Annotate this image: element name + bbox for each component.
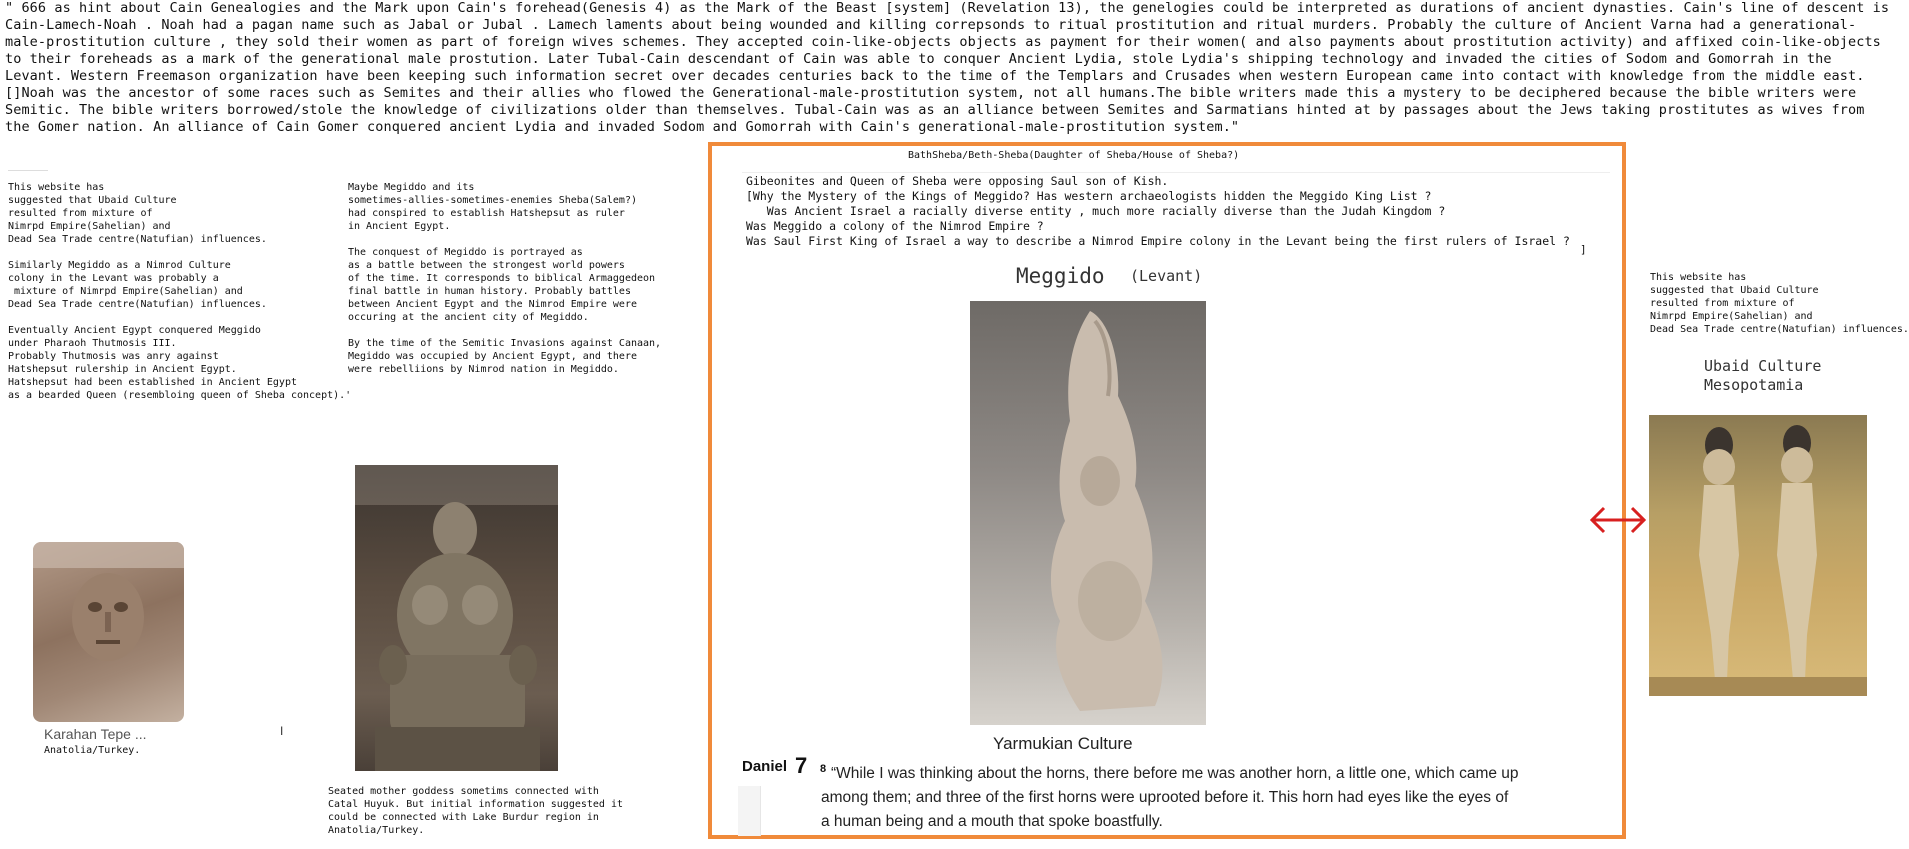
middle-column-text: Maybe Megiddo and its sometimes-allies-sometimes-enemies Sheba(Salem?) had conspired to establish Hatshepsut as ruler in Ancient Egypt. The conquest of Megiddo is portrayed as as a battle between the strongest world powers of the time. It corresponds to biblical Armaggedeon final battle in human history. Probably battles between Ancient Egypt and the Nimrod Empire were occuring at the ancient city of Megiddo. By the time of the Semitic Invasions against Canaan, Megiddo was occupied by Ancient Egypt, and there were rebelliions by Nimrod nation in Megiddo. — [348, 182, 662, 375]
daniel-verse-number: 8 — [820, 763, 827, 775]
seated-goddess-caption: Seated mother goddess sometims connected with Catal Huyuk. But initial information suggested it could be connected with Lake Burdur region in Anatolia/Turkey. — [328, 786, 624, 836]
left-column-text: This website has suggested that Ubaid Culture resulted from mixture of Nimrpd Empire(Sahelian) and Dead Sea Trade centre(Natufian) influences. Similarly Megiddo as a Nimrod Culture colony in the Levant was probably a mixture of Nimrpd Empire(Sahelian) and Dead Sea Trade centre(Natufian) influences. Eventually Ancient Egypt conquered Meggido under Pharaoh Thutmosis III. Probably Thutmosis was anry against Hatshepsut rulership in Ancient Egypt. Hatshepsut had been established in Ancient Egypt as a bearded Queen (resembloing queen of Sheba concept).' — [8, 182, 352, 401]
center-panel-header: BathSheba/Beth-Sheba(Daughter of Sheba/House of Sheba?) — [908, 150, 1240, 161]
megiddo-title: Meggido — [1016, 264, 1105, 288]
figurine-caption: Yarmukian Culture — [993, 734, 1133, 753]
right-column-text: This website has suggested that Ubaid Culture resulted from mixture of Nimrpd Empire(Sahelian) and Dead Sea Trade centre(Natufian) influences. — [1650, 272, 1909, 335]
seated-goddess-image[interactable] — [355, 465, 558, 771]
figurine-icon — [970, 301, 1206, 725]
carved-head-icon — [33, 542, 184, 722]
seated-figure-icon — [355, 465, 558, 771]
daniel-verse-text: “While I was thinking about the horns, there before me was another horn, a little one, which came up among them; and three of the first horns were uprooted before it. This horn had eyes like the eyes of a human being and a mouth that spoke boastfully. — [821, 765, 1519, 830]
megiddo-subtitle: (Levant) — [1130, 267, 1203, 285]
yarmukian-figurine-image[interactable] — [970, 301, 1206, 725]
ubaid-title-line2: Mesopotamia — [1704, 376, 1804, 394]
verse-gutter — [738, 786, 761, 836]
karahan-subtitle: Anatolia/Turkey. — [44, 745, 141, 756]
lizard-figurines-icon — [1649, 415, 1867, 696]
text-cursor: I — [280, 724, 284, 738]
ubaid-title-line1: Ubaid Culture — [1704, 357, 1822, 375]
daniel-book: Daniel — [742, 758, 788, 775]
divider — [8, 170, 48, 171]
double-arrow-icon — [1586, 500, 1650, 540]
karahan-title[interactable]: Karahan Tepe ... — [44, 726, 147, 742]
bracket-mark: ] — [1580, 243, 1587, 256]
top-paragraph: " 666 as hint about Cain Genealogies and the Mark upon Cain's forehead(Genesis 4) as the Mark of the Beast [system] (Revelation 13), the genelogies could be interpreted as durations of ancient dynasties. Cain's line of descent is Cain-Lamech-Noah . Noah had a pagan name such as Jabal or Jubal . Lamech laments about being wounded and killing correpsonds to ritual prostitution and ritual murders. Probably the culture of Ancient Varna had a generational-male-prostitution culture , they sold their women as part of foreign wives schemes. They accepted coin-like-objects objects as payment for their women( and also payments about prostitution activity) and affixed coin-like-objects to their foreheads as a mark of the generational male prostution. Later Tubal-Cain descendant of Cain was able to conquer Ancient Lydia, stole Lydia's shipping technology and invaded the cities of Sodom and Gomorrah in the Levant. Western Freemason organization have been keeping such information secret over decades centuries back to the time of the Templars and Crusades when western European came into contact with knowledge from the middle east. []Noah was the ancestor of some races such as Semites and their allies who flowed the Generational-male-prostitution system, not all humans.The bible writers made this a mystery to be deciphered because the bible writers were Semitic. The bible writers borrowed/stole the knowledge of civilizations older than themselves. Tubal-Cain was as an alliance between Semites and Sarmatians hinted at by passages about the Jews taking prostitutes as wives from the Gomer nation. An alliance of Cain Gomer conquered ancient Lydia and invaded Sodom and Gomorrah with Cain's generational-male-prostitution system." — [5, 0, 1890, 135]
ubaid-figurines-image[interactable] — [1649, 415, 1867, 696]
karahan-tepe-image[interactable] — [33, 542, 184, 722]
daniel-chapter: 7 — [795, 753, 808, 778]
center-questions: Gibeonites and Queen of Sheba were opposing Saul son of Kish. [Why the Mystery of the Kings of Meggido? Has western archaeologists hidden the Meggido King List ? Was Ancient Israel a racially diverse entity , much more racially diverse than the Judah Kingdom ? Was Meggido a colony of the Nimrod Empire ? Was Saul First King of Israel a way to describe a Nimrod Empire colony in the Levant being the first rulers of Israel ? — [746, 174, 1570, 248]
